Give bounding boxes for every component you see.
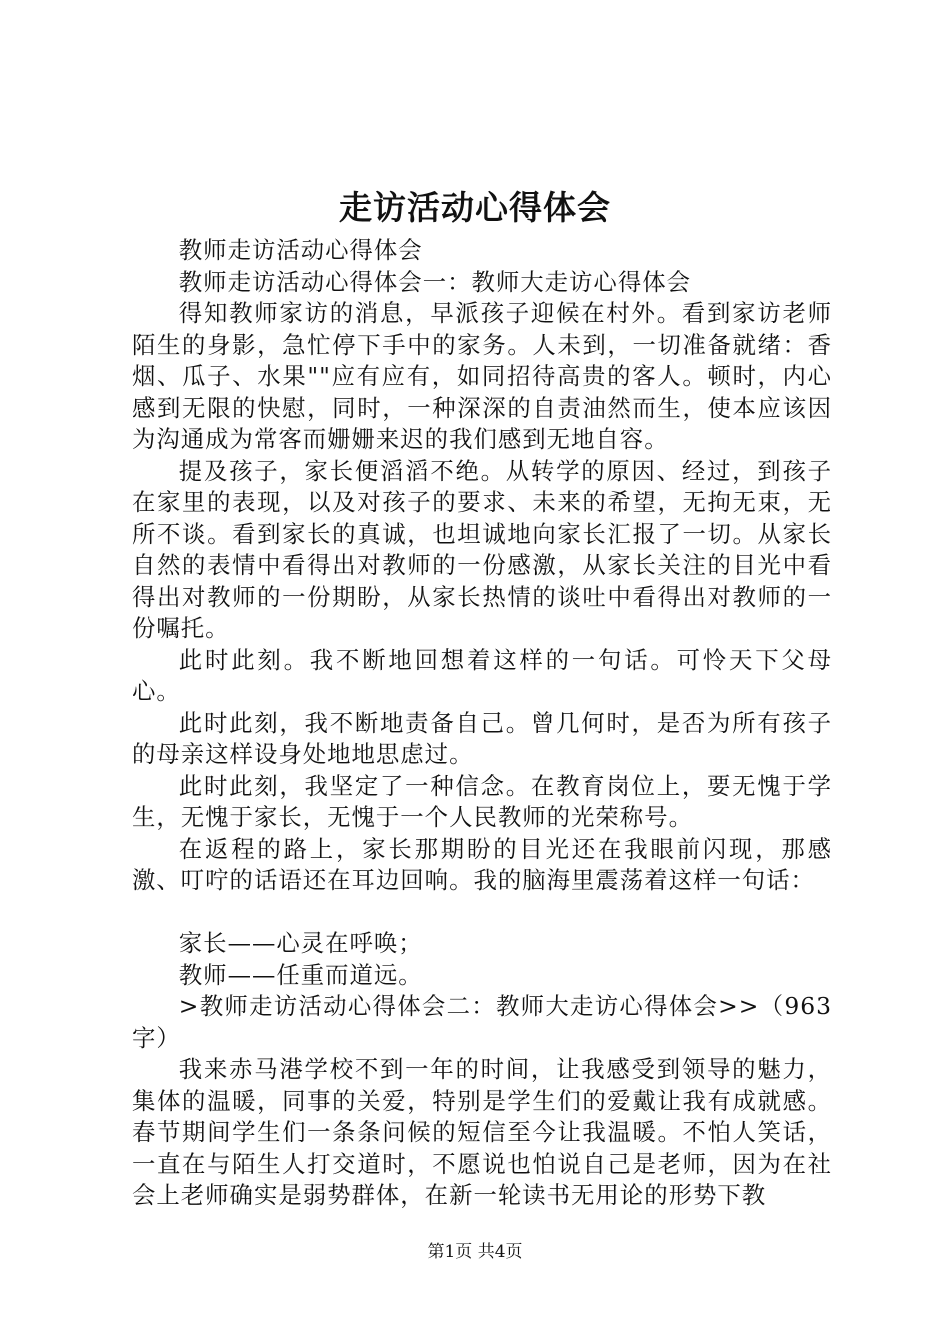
paragraph: 在返程的路上，家长那期盼的目光还在我眼前闪现，那感激、叮咛的话语还在耳边回响。我的脑海里震荡着这样一句话： xyxy=(132,834,832,894)
paragraph: 我来赤马港学校不到一年的时间，让我感受到领导的魅力，集体的温暖，同事的关爱，特别是学生们的爱戴让我有成就感。春节期间学生们一条条问候的短信至今让我温暖。不怕人笑话，一直在与陌生人打交道时，不愿说也怕说自己是老师，因为在社会上老师确实是弱势群体，在新一轮读书无用论的形势下教 xyxy=(132,1055,832,1209)
paragraph: 此时此刻，我不断地责备自己。曾几何时，是否为所有孩子的母亲这样设身处地地思虑过。 xyxy=(132,708,832,768)
paragraph: 此时此刻。我不断地回想着这样的一句话。可怜天下父母心。 xyxy=(132,645,832,705)
paragraph: 教师——任重而道远。 xyxy=(178,960,423,989)
paragraph: >教师走访活动心得体会二：教师大走访心得体会>>（963字） xyxy=(132,992,832,1052)
document-title: 走访活动心得体会 xyxy=(339,188,611,227)
document-body xyxy=(132,235,832,1212)
paragraph: 家长——心灵在呼唤； xyxy=(178,929,423,957)
paragraph: 教师走访活动心得体会 xyxy=(178,236,423,264)
paragraph: 得知教师家访的消息，早派孩子迎候在村外。看到家访老师陌生的身影，急忙停下手中的家务。人未到，一切准备就绪：香烟、瓜子、水果""应有应有，如同招待高贵的客人。顿时，内心感到无限的快慰，同时，一种深深的自责油然而生，使本应该因为沟通成为常客而姗姗来迟的我们感到无地自容。 xyxy=(132,299,832,453)
paragraph: 教师走访活动心得体会一：教师大走访心得体会 xyxy=(178,267,691,296)
blank-line xyxy=(132,897,832,929)
paragraph: 此时此刻，我坚定了一种信念。在教育岗位上，要无愧于学生，无愧于家长，无愧于一个人民教师的光荣称号。 xyxy=(132,771,832,831)
page-footer: 第1页 共4页 xyxy=(427,1242,523,1262)
paragraph: 提及孩子，家长便滔滔不绝。从转学的原因、经过，到孩子在家里的表现，以及对孩子的要求、未来的希望，无拘无束，无所不谈。看到家长的真诚，也坦诚地向家长汇报了一切。从家长自然的表情中看得出对教师的一份感激，从家长关注的目光中看得出对教师的一份期盼，从家长热情的谈吐中看得出对教师的一份嘱托。 xyxy=(132,456,832,642)
